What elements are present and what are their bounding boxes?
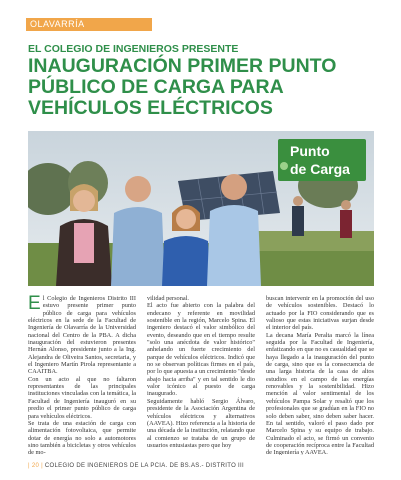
- footer-text: COLEGIO DE INGENIEROS DE LA PCIA. DE BS.AS.- DISTRITO III: [44, 463, 244, 469]
- page-number: | 20 |: [28, 463, 43, 469]
- charging-sign-line2: de Carga: [290, 161, 350, 177]
- paragraph: vilidad personal.: [147, 295, 189, 302]
- dropcap: E: [28, 295, 41, 314]
- bystander: [340, 200, 352, 238]
- article-headline: INAUGURACIÓN PRIMER PUNTO PÚBLICO DE CARGA PARA VEHÍCULOS ELÉCTRICOS: [28, 55, 337, 119]
- section-tag: OLAVARRÍA: [26, 18, 152, 31]
- paragraph: La decana María Peralta marcó la línea seguida por la Facultad de Ingeniería, enfatizando en que no es casualidad que se haya llegado a la inauguración del punto de carga, sino que es la consecuencia de una larga historia de la casa de altos estudios en el campo de las energías renovables y la sostenibilidad. Hizo mención al valor sentimental de los vehículos Pampa Solar y resaltó que los profesionales que se gradúan en la FIO no solo deben saber, sino deben saber hacer. En tal sentido, valoró el paso dado por Marcelo Spina y su equipo de trabajo. Culminado el acto, se firmó un convenio de cooperación recíproca entre la Facultad de Ingeniería y AAVEA.: [266, 331, 374, 455]
- article-column-1: [28, 295, 136, 455]
- article-column-2: [147, 295, 255, 455]
- paragraph: Seguidamente habló Sergio Álvaro, presidente de la Asociación Argentina de vehículos eléctricos y alternativos (AAVEA). Hizo referencia a la historia de una década de la institución, relatando que al comienzo se trataba de un grupo de usuarios entusiastas pero que hoy: [147, 397, 255, 449]
- paragraph: Se trata de una estación de carga con alimentación fotovoltaica, que permite dotar de energía no solo a automotores sino también a bicicletas y otros vehículos de mo-: [28, 419, 136, 455]
- charging-sign-line1: Punto: [290, 143, 330, 159]
- article-column-3: [266, 295, 374, 455]
- plug-icon: [280, 162, 288, 170]
- paragraph: Con un acto al que no faltaron representantes de las principales instituciones vinculadas con la temática, la Facultad de Ingeniería inauguró en su predio el primer punto público de carga para vehículos eléctricos.: [28, 375, 136, 420]
- article-photo: [28, 131, 374, 286]
- article-kicker: EL COLEGIO DE INGENIEROS PRESENTE: [28, 43, 239, 55]
- paragraph: buscan intervenir en la promoción del uso de vehículos sostenibles. Destacó lo actuado por la FIO considerando que es valioso que estas iniciativas surjan desde el interior del país.: [266, 295, 374, 332]
- page-footer: [28, 463, 244, 469]
- bystander: [292, 196, 304, 236]
- article-body: [28, 295, 374, 455]
- paragraph: El acto fue abierto con la palabra del endecano y referente en movilidad sostenible en la región, Marcelo Spina. El ingeniero destacó el valor simbólico del evento, deseando que en el tiempo resulte "solo una anécdota de valor histórico" anhelando un fuerte crecimiento del parque de vehículos eléctricos. Indicó que no se observan políticas firmes en el país, por lo que apuesta a un crecimiento "desde abajo hacia arriba" y en tal sentido le dio valor icónico al puesto de carga inaugurado.: [147, 302, 255, 398]
- paragraph: l Colegio de Ingenieros Distrito III estuvo presente primer punto público de carga para vehículos eléctricos en la sede de la Facultad de Ingeniería de Olavarría de la Universidad nacional del Centro de la PBA. A dicha inauguración del estuvieron presentes Hernán Alonso, presidente junto a la Ing. Alejandra de Oliveira Santos, secretaria, y el Ingeniero Martín Pirola representante a CAAITBA.: [28, 295, 136, 376]
